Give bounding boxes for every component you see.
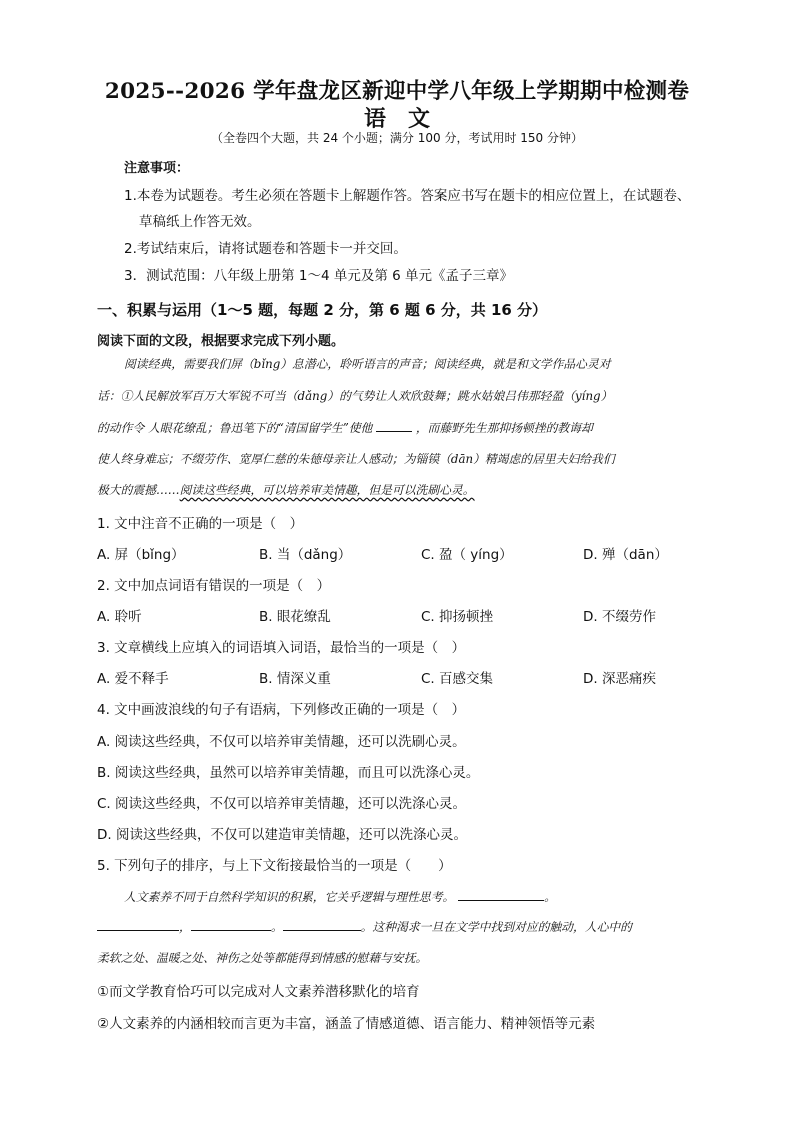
q5-sentence-2: ②人文素养的内涵相较而言更为丰富，涵盖了情感道德、语言能力、精神领悟等元素 [97,1016,596,1032]
question-3-option-d: D. 深恶痛疾 [583,671,656,687]
question-4-stem: 4. 文中画波浪线的句子有语病，下列修改正确的一项是（ ） [97,702,466,718]
question-1-option-b: B. 当（dǎng） [259,547,352,563]
passage-line-3-a: 的动作令 人眼花缭乱；鲁迅笔下的“清国留学生”使他 [97,421,373,435]
q5-blank-3 [191,918,271,931]
question-3-option-c: C. 百感交集 [421,671,494,687]
question-3-option-a: A. 爱不释手 [97,671,169,687]
q5-passage-line-2-tail: 。这种渴求一旦在文学中找到对应的触动，人心中的 [360,920,632,934]
passage-line-5-a: 极大的震撼…… [97,483,180,497]
question-2-option-b: B. 眼花缭乱 [259,609,331,625]
exam-scope-note: （全卷四个大题，共 24 个小题；满分 100 分，考试用时 150 分钟） [211,131,583,145]
q5-passage-line-3: 柔软之处、温暖之处、神伤之处等都能得到情感的慰藉与安抚。 [97,951,428,965]
q5-sep-2: 。 [270,920,283,934]
question-3-stem: 3. 文章横线上应填入的词语填入词语，最恰当的一项是（ ） [97,640,466,656]
passage-line-2: 话：①人民解放军百万大军锐不可当（dǎng）的气势让人欢欣鼓舞；跳水姑娘吕伟那轻盈（yíng） [97,389,613,403]
q5-passage-line-2 [97,918,632,935]
q5-sep-1: ， [179,920,191,934]
q5-blank-2 [97,918,179,931]
question-1-stem: 1. 文中注音不正确的一项是（ ） [97,516,304,532]
question-1-option-a: A. 屏（bǐng） [97,547,185,563]
question-2-option-c: C. 抑扬顿挫 [421,609,494,625]
passage-line-4: 使人终身难忘；不缀劳作、宽厚仁慈的朱德母亲让人感动；为锱镆（dān）精竭虑的居里夫妇给我们 [97,452,615,466]
q5-blank-4 [283,918,361,931]
question-5-stem: 5. 下列句子的排序，与上下文衔接最恰当的一项是（ ） [97,858,452,874]
passage-line-1: 阅读经典，需要我们屏（bǐng）息潜心，聆听语言的声音；阅读经典，就是和文学作品心灵对 [124,357,611,371]
question-4-option-c: C. 阅读这些经典，不仅可以培养审美情趣，还可以洗涤心灵。 [97,796,467,812]
notice-item-3: 3．测试范围：八年级上册第 1～4 单元及第 6 单元《孟子三章》 [124,268,514,284]
subject-title: 语 文 [363,106,430,132]
section-heading: 一、积累与运用（1～5 题，每题 2 分，第 6 题 6 分，共 16 分） [97,301,548,319]
q5-blank-1 [458,888,544,901]
question-4-option-d: D. 阅读这些经典，不仅可以建造审美情趣，还可以洗涤心灵。 [97,827,467,843]
q5-sentence-1: ①而文学教育恰巧可以完成对人文素养潜移默化的培育 [97,984,420,1000]
question-2-stem: 2. 文中加点词语有错误的一项是（ ） [97,578,331,594]
q5-passage-line-1-text: 人文素养不同于自然科学知识的积累，它关乎逻辑与理性思考。 [124,890,455,904]
question-4-option-a: A. 阅读这些经典，不仅可以培养审美情趣，还可以洗刷心灵。 [97,734,466,750]
section-instruction: 阅读下面的文段，根据要求完成下列小题。 [97,334,345,349]
passage-line-3 [97,419,593,436]
passage-line-5 [97,481,475,498]
question-2-option-d: D. 不缀劳作 [583,609,656,625]
question-1-option-c: C. 盈（ yíng） [421,547,513,563]
question-4-option-b: B. 阅读这些经典，虽然可以培养审美情趣，而且可以洗涤心灵。 [97,765,480,781]
wavy-underlined-sentence: 阅读这些经典，可以培养审美情趣，但是可以洗刷心灵。 [179,483,475,497]
notice-item-1-cont: 草稿纸上作答无效。 [139,214,261,230]
passage-line-3-b: ，而藤野先生那抑扬顿挫的教诲却 [415,421,593,435]
exam-title: 2025--2026 学年盘龙区新迎中学八年级上学期期中检测卷 [104,79,690,104]
q5-passage-line-1 [124,888,556,905]
notice-heading: 注意事项： [124,161,190,176]
q5-blank-1-period: 。 [544,890,556,904]
notice-item-2: 2.考试结束后，请将试题卷和答题卡一并交回。 [124,241,407,257]
question-2-option-a: A. 聆听 [97,609,142,625]
question-1-option-d: D. 殚（dān） [583,547,668,563]
notice-item-1: 1.本卷为试题卷。考生必须在答题卡上解题作答。答案应书写在题卡的相应位置上，在试题卷、 [124,188,691,204]
question-3-option-b: B. 情深义重 [259,671,331,687]
passage-blank [376,419,412,432]
